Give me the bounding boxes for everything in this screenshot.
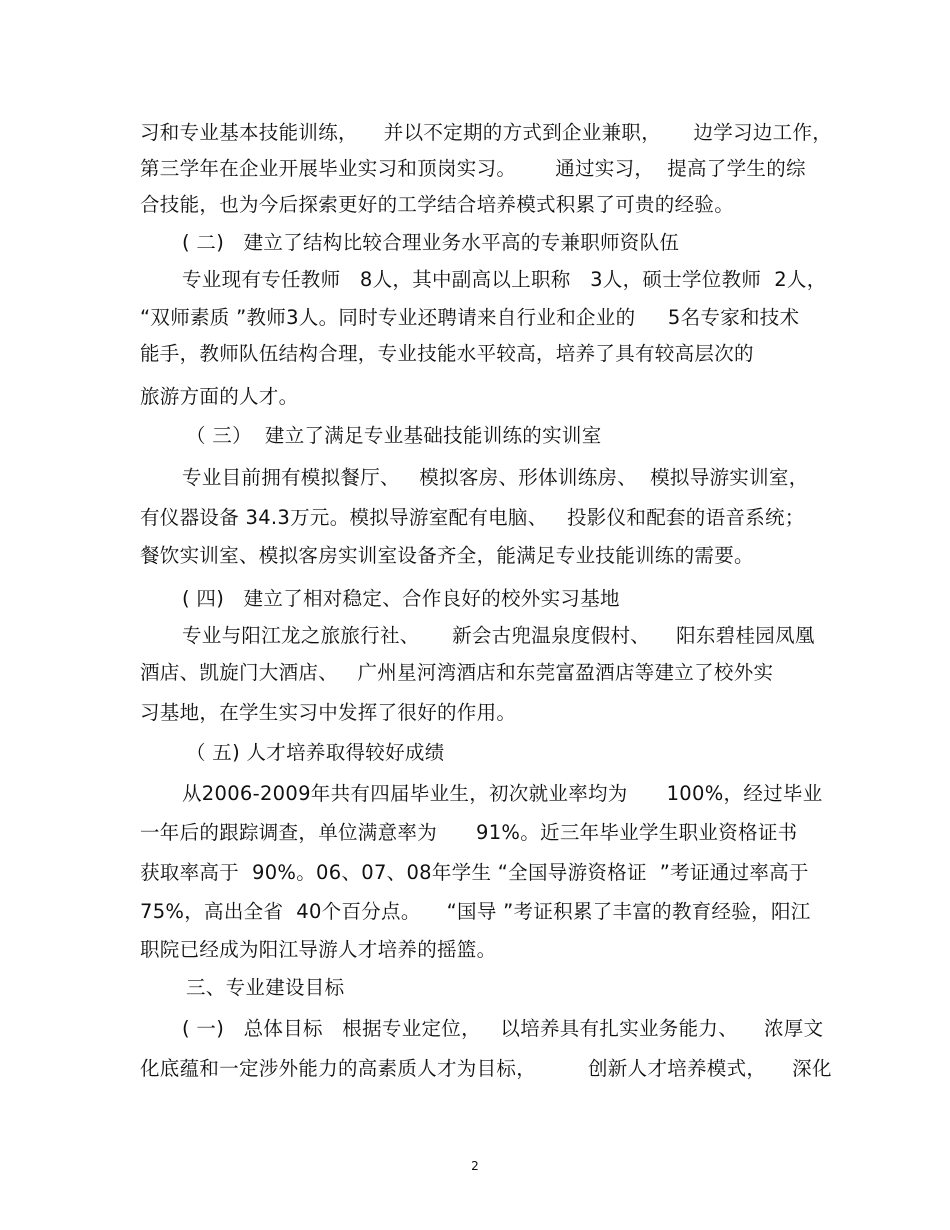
text-line-8: 旅游方面的人才。 <box>140 385 299 408</box>
text-line-16: 习基地，在学生实习中发挥了很好的作用。 <box>140 701 517 724</box>
text-line-25: 化底蕴和一定涉外能力的高素质人才为目标， 创新人才培养模式， 深化 <box>140 1057 832 1080</box>
page-number: 2 <box>471 1159 479 1173</box>
text-line-1: 习和专业基本技能训练， 并以不定期的方式到企业兼职， 边学习边工作， <box>140 121 833 144</box>
text-line-14: 专业与阳江龙之旅旅行社、 新会古兜温泉度假村、 阳东碧桂园凤凰 <box>182 624 815 647</box>
text-line-12: 餐饮实训室、模拟客房实训室设备齐全，能满足专业技能训练的需要。 <box>140 544 754 567</box>
text-line-7: 能手，教师队伍结构合理，专业技能水平较高，培养了具有较高层次的 <box>140 342 754 365</box>
text-line-22: 职院已经成为阳江导游人才培养的摇篮。 <box>140 938 497 961</box>
section-heading-4: ( 四) 建立了相对稳定、合作良好的校外实习基地 <box>182 587 620 610</box>
section-heading-5: （ 五) 人才培养取得较好成绩 <box>186 741 445 764</box>
text-line-2: 第三学年在企业开展毕业实习和顶岗实习。 通过实习， 提高了学生的综 <box>140 157 806 180</box>
text-line-18: 从2006-2009年共有四届毕业生，初次就业率均为 100%，经过毕业 <box>182 782 823 805</box>
text-line-21: 75%，高出全省 40个百分点。 “国导 ”考证积累了丰富的教育经验，阳江 <box>140 900 811 923</box>
text-line-19: 一年后的跟踪调查，单位满意率为 91%。近三年毕业学生职业资格证书 <box>140 821 798 844</box>
section-heading-main-3: 三、专业建设目标 <box>186 976 345 999</box>
text-line-15: 酒店、凯旋门大酒店、 广州星河湾酒店和东莞富盈酒店等建立了校外实 <box>140 661 774 684</box>
section-heading-2: ( 二) 建立了结构比较合理业务水平高的专兼职师资队伍 <box>182 231 680 254</box>
text-line-11: 有仪器设备 34.3万元。模拟导游室配有电脑、 投影仪和配套的语音系统； <box>140 506 805 529</box>
text-line-10: 专业目前拥有模拟餐厅、 模拟客房、形体训练房、 模拟导游实训室， <box>182 466 809 489</box>
text-line-20: 获取率高于 90%。06、07、08年学生 “全国导游资格证 ”考证通过率高于 <box>140 861 809 884</box>
section-heading-3: （ 三） 建立了满足专业基础技能训练的实训室 <box>186 424 602 447</box>
section-heading-goal-1: ( 一) 总体目标 根据专业定位， 以培养具有扎实业务能力、 浓厚文 <box>182 1017 824 1040</box>
text-line-6: “双师素质 ”教师3人。同时专业还聘请来自行业和企业的 5名专家和技术 <box>140 306 800 329</box>
text-line-5: 专业现有专任教师 8人，其中副高以上职称 3人，硕士学位教师 2人， <box>182 268 827 291</box>
text-line-3: 合技能，也为今后探索更好的工学结合培养模式积累了可贵的经验。 <box>140 193 735 216</box>
